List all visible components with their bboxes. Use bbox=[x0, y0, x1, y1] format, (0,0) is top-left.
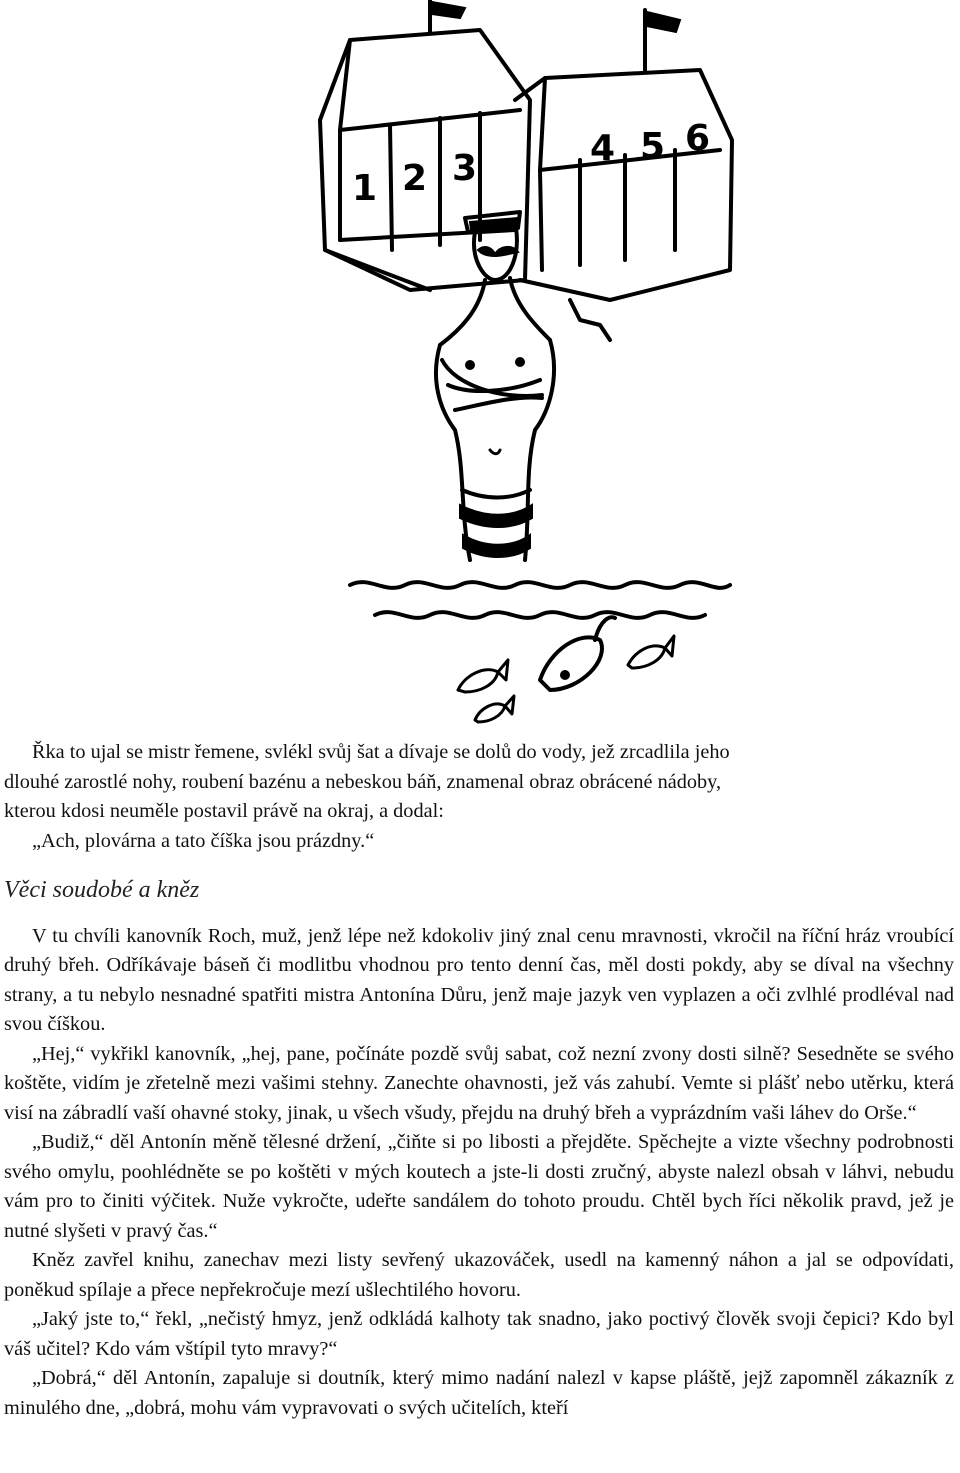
body-paragraph: „Hej,“ vykřikl kanovník, „hej, pane, počínáte pozdě svůj sabat, což nezní zvony dosti silně? Sesedněte se svého koštěte, vidím je zřetelně mezi vašimi stehny. Zanechte ohavnosti, jež vás zahubí. Vemte si plášť nebo utěrku, která visí na zábradlí vaší ohavné stoky, jinak, u všech všudy, přejdu na druhý břeh a vyprázdním vaši láhev do Orše.“ bbox=[4, 1042, 954, 1124]
ink-drawing bbox=[280, 0, 740, 730]
illustration-bathing-cabins bbox=[280, 0, 740, 730]
intro-line: kterou kdosi neuměle postavil právě na okraj, a dodal: bbox=[4, 800, 444, 822]
intro-line: Řka to ujal se mistr řemene, svlékl svůj šat a dívaje se dolů do vody, jež zrcadlila jeho bbox=[32, 741, 730, 763]
body-paragraph: „Budiž,“ děl Antonín měně tělesné držení, „čiňte si po libosti a přejděte. Spěchejte a vizte všechny podrobnosti svého omylu, poohlédněte se po koštěti v mých koutech a jste-li dosti zručný, abyste nalezl obsah v láhvi, nebudu vám pro to činiti výčitek. Nuže vykročte, udeřte sandálem do tohoto proudu. Chtěl bych říci několik pravd, jež je nutné slyšeti v pravý čas.“ bbox=[4, 1131, 954, 1242]
intro-paragraph bbox=[4, 738, 954, 856]
water-waves bbox=[350, 582, 730, 618]
intro-line: dlouhé zarostlé nohy, roubení bazénu a nebeskou báň, znamenal obraz obrácené nádoby, bbox=[4, 770, 722, 793]
cabin-number: 2 bbox=[402, 158, 428, 199]
cabin-number: 1 bbox=[352, 168, 378, 209]
intro-line: „Ach, plovárna a tato číška jsou prázdny.“ bbox=[32, 829, 375, 852]
body-paragraph: Kněz zavřel knihu, zanechav mezi listy sevřený ukazováček, usedl na kamenný náhon a jal se odpovídati, poněkud spílaje a přece nepřekročuje mezí ušlechtilého hovoru. bbox=[4, 1249, 954, 1301]
fish-group bbox=[458, 617, 674, 722]
body-paragraph: V tu chvíli kanovník Roch, muž, jenž lépe než kdokoliv jiný znal cenu mravnosti, vkročil na říční hráz vroubící druhý břeh. Odříkávaje báseň či modlitbu vhodnou pro tento denní čas, měl dosti pokdy, aby se díval na všechny strany, a tu nebylo nesnadné spatřiti mistra Antonína Důru, jenž maje jazyk ven vyplazen a oči zvlhlé prodléval nad svou číškou. bbox=[4, 924, 954, 1035]
cabin-number: 6 bbox=[685, 118, 711, 159]
body-paragraph: „Dobrá,“ děl Antonín, zapaluje si doutník, který mimo nadání nalezl v kapse pláště, jejž zapomněl zákazník z minulého dne, „dobrá, mohu vám vypravovati o svých učitelích, kteří bbox=[4, 1367, 954, 1419]
body-paragraph: „Jaký jste to,“ řekl, „nečistý hmyz, jenž odkládá kalhoty tak snadno, jako poctivý člověk svoji čepici? Kdo byl váš učitel? Kdo vám vštípil tyto mravy?“ bbox=[4, 1308, 954, 1360]
article-text bbox=[4, 738, 954, 1423]
bathing-man bbox=[436, 212, 554, 560]
cabin-number: 4 bbox=[590, 128, 616, 169]
left-cabin bbox=[320, 0, 530, 290]
cabin-number: 5 bbox=[640, 126, 666, 167]
section-heading: Věci soudobé a kněz bbox=[4, 877, 200, 903]
cabin-number: 3 bbox=[452, 148, 478, 189]
right-cabin bbox=[515, 10, 732, 340]
